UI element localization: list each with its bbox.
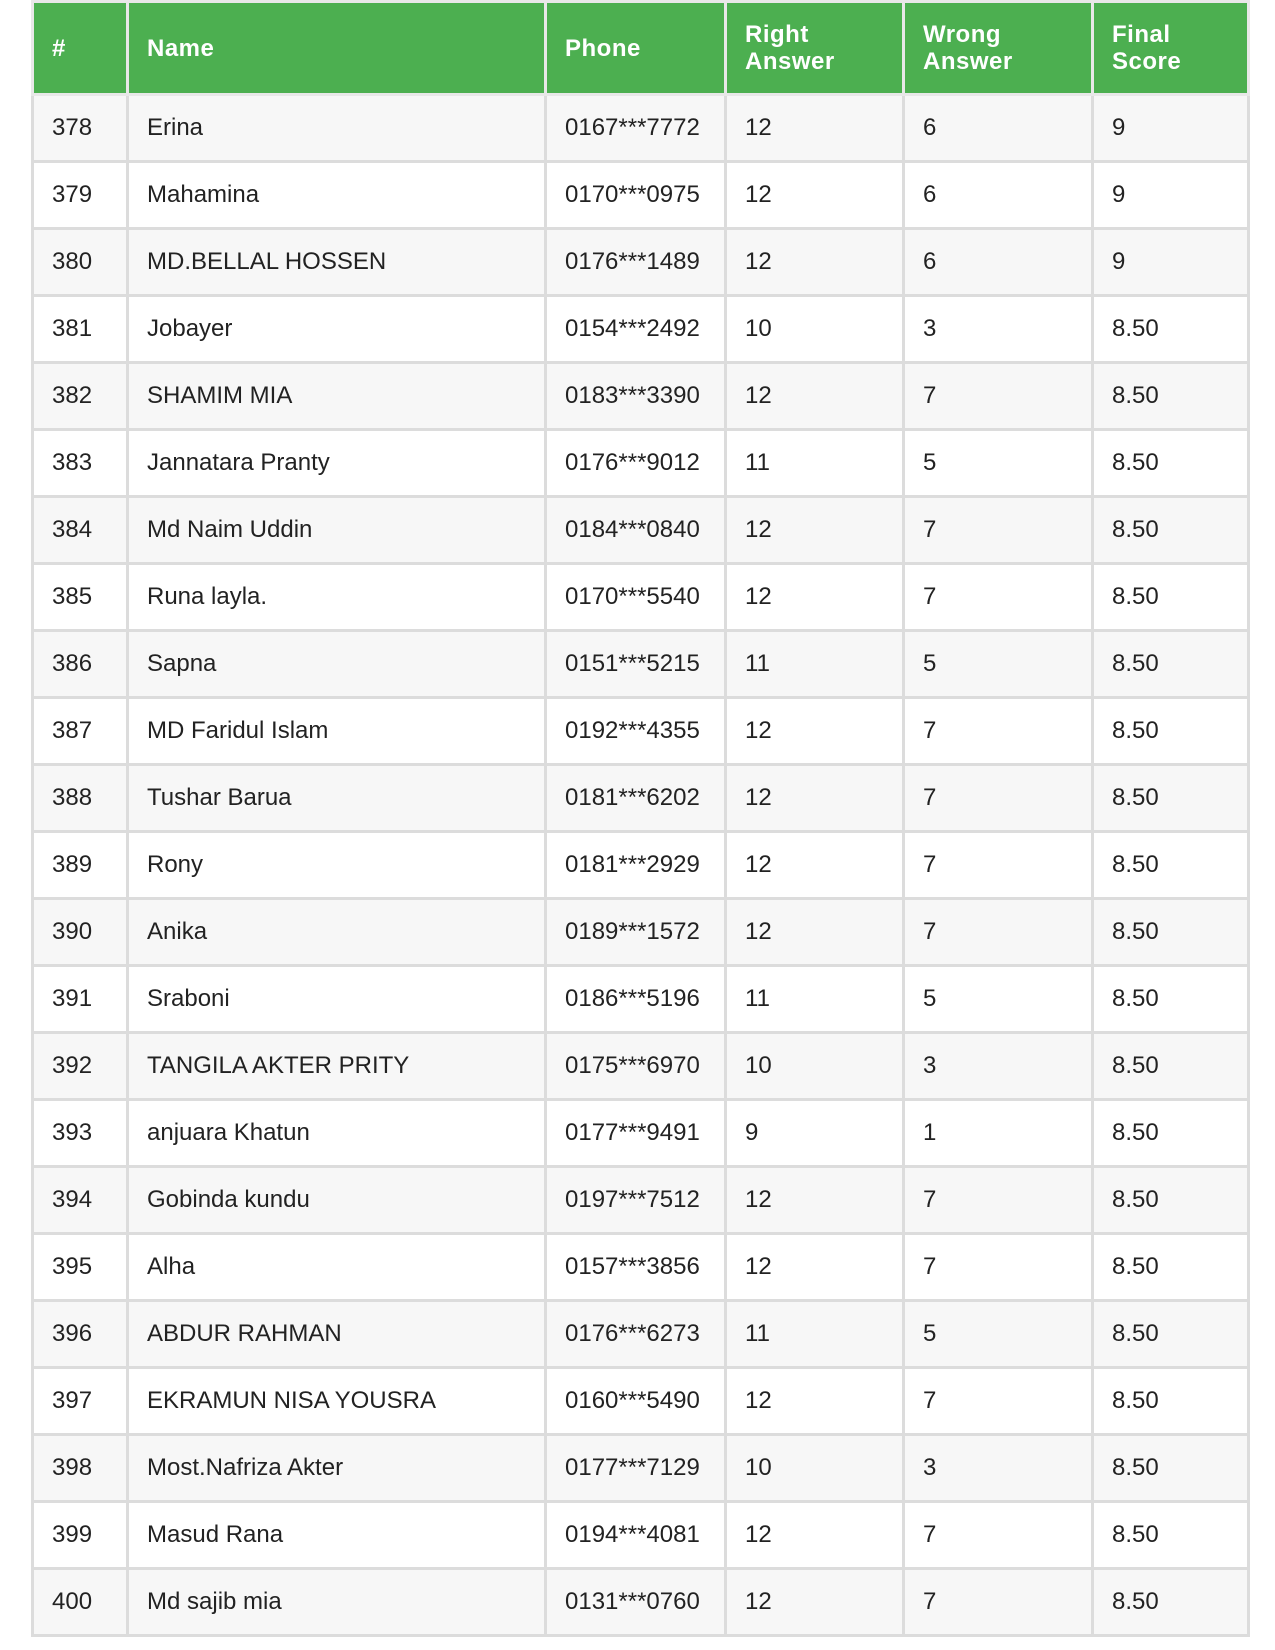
table-row [33,1234,1249,1301]
cell-number: 397 [33,1368,128,1435]
cell-wrong-answer: 7 [904,698,1093,765]
cell-phone: 0154***2492 [546,296,726,363]
cell-number: 392 [33,1033,128,1100]
cell-final-score: 8.50 [1093,1100,1249,1167]
table-row [33,1569,1249,1636]
cell-name: EKRAMUN NISA YOUSRA [128,1368,546,1435]
cell-number: 386 [33,631,128,698]
table-row [33,363,1249,430]
table-row [33,1435,1249,1502]
cell-right-answer: 11 [726,966,904,1033]
table-row [33,95,1249,162]
cell-phone: 0176***9012 [546,430,726,497]
cell-phone: 0177***7129 [546,1435,726,1502]
cell-number: 396 [33,1301,128,1368]
cell-wrong-answer: 3 [904,1435,1093,1502]
column-header-final-score: Final Score [1093,2,1249,95]
cell-right-answer: 12 [726,1368,904,1435]
cell-wrong-answer: 3 [904,1033,1093,1100]
cell-name: Alha [128,1234,546,1301]
cell-wrong-answer: 6 [904,162,1093,229]
cell-final-score: 8.50 [1093,296,1249,363]
cell-right-answer: 9 [726,1100,904,1167]
cell-name: Md sajib mia [128,1569,546,1636]
cell-right-answer: 12 [726,162,904,229]
table-row [33,966,1249,1033]
cell-phone: 0176***6273 [546,1301,726,1368]
table-row [33,564,1249,631]
table-body [33,95,1249,1636]
cell-final-score: 8.50 [1093,1301,1249,1368]
cell-number: 381 [33,296,128,363]
cell-wrong-answer: 3 [904,296,1093,363]
cell-right-answer: 12 [726,1234,904,1301]
cell-number: 380 [33,229,128,296]
cell-phone: 0170***0975 [546,162,726,229]
cell-number: 389 [33,832,128,899]
cell-wrong-answer: 7 [904,1368,1093,1435]
cell-right-answer: 10 [726,296,904,363]
cell-name: SHAMIM MIA [128,363,546,430]
cell-phone: 0192***4355 [546,698,726,765]
cell-wrong-answer: 5 [904,966,1093,1033]
cell-final-score: 8.50 [1093,966,1249,1033]
cell-name: Most.Nafriza Akter [128,1435,546,1502]
cell-right-answer: 12 [726,95,904,162]
cell-right-answer: 11 [726,1301,904,1368]
cell-right-answer: 12 [726,832,904,899]
cell-name: MD Faridul Islam [128,698,546,765]
cell-name: Sraboni [128,966,546,1033]
cell-phone: 0151***5215 [546,631,726,698]
cell-right-answer: 12 [726,1569,904,1636]
cell-final-score: 9 [1093,162,1249,229]
cell-final-score: 9 [1093,229,1249,296]
cell-wrong-answer: 7 [904,1167,1093,1234]
cell-name: Tushar Barua [128,765,546,832]
cell-phone: 0194***4081 [546,1502,726,1569]
cell-number: 391 [33,966,128,1033]
cell-name: Erina [128,95,546,162]
cell-final-score: 8.50 [1093,1167,1249,1234]
cell-name: Md Naim Uddin [128,497,546,564]
column-header-wrong-answer: Wrong Answer [904,2,1093,95]
cell-right-answer: 12 [726,899,904,966]
cell-phone: 0183***3390 [546,363,726,430]
cell-right-answer: 10 [726,1435,904,1502]
cell-final-score: 8.50 [1093,899,1249,966]
column-header-phone: Phone [546,2,726,95]
table-row [33,1033,1249,1100]
table-row [33,899,1249,966]
column-header-right-answer: Right Answer [726,2,904,95]
cell-phone: 0197***7512 [546,1167,726,1234]
cell-final-score: 8.50 [1093,497,1249,564]
table-row [33,1502,1249,1569]
cell-number: 399 [33,1502,128,1569]
cell-phone: 0175***6970 [546,1033,726,1100]
cell-wrong-answer: 7 [904,1569,1093,1636]
cell-number: 378 [33,95,128,162]
cell-final-score: 8.50 [1093,1033,1249,1100]
cell-number: 390 [33,899,128,966]
cell-wrong-answer: 5 [904,1301,1093,1368]
table-row [33,1368,1249,1435]
cell-final-score: 8.50 [1093,564,1249,631]
cell-name: MD.BELLAL HOSSEN [128,229,546,296]
cell-right-answer: 12 [726,1502,904,1569]
cell-final-score: 8.50 [1093,363,1249,430]
cell-wrong-answer: 7 [904,1234,1093,1301]
cell-wrong-answer: 7 [904,564,1093,631]
cell-phone: 0170***5540 [546,564,726,631]
cell-wrong-answer: 7 [904,832,1093,899]
cell-name: Masud Rana [128,1502,546,1569]
cell-phone: 0186***5196 [546,966,726,1033]
cell-phone: 0181***6202 [546,765,726,832]
cell-phone: 0167***7772 [546,95,726,162]
cell-name: Sapna [128,631,546,698]
cell-phone: 0177***9491 [546,1100,726,1167]
cell-name: Rony [128,832,546,899]
cell-wrong-answer: 5 [904,430,1093,497]
cell-number: 400 [33,1569,128,1636]
cell-number: 393 [33,1100,128,1167]
cell-name: Gobinda kundu [128,1167,546,1234]
column-header-number: # [33,2,128,95]
cell-number: 387 [33,698,128,765]
cell-phone: 0160***5490 [546,1368,726,1435]
cell-wrong-answer: 7 [904,899,1093,966]
cell-right-answer: 12 [726,765,904,832]
cell-name: Anika [128,899,546,966]
cell-final-score: 8.50 [1093,1435,1249,1502]
cell-wrong-answer: 1 [904,1100,1093,1167]
cell-name: ABDUR RAHMAN [128,1301,546,1368]
cell-name: anjuara Khatun [128,1100,546,1167]
cell-number: 388 [33,765,128,832]
cell-name: Runa layla. [128,564,546,631]
table-row [33,631,1249,698]
table-row [33,430,1249,497]
cell-final-score: 8.50 [1093,832,1249,899]
cell-number: 384 [33,497,128,564]
cell-final-score: 8.50 [1093,765,1249,832]
cell-number: 382 [33,363,128,430]
cell-right-answer: 12 [726,698,904,765]
cell-final-score: 8.50 [1093,698,1249,765]
cell-final-score: 8.50 [1093,631,1249,698]
cell-final-score: 8.50 [1093,1234,1249,1301]
cell-wrong-answer: 7 [904,497,1093,564]
cell-wrong-answer: 7 [904,1502,1093,1569]
cell-right-answer: 11 [726,430,904,497]
cell-wrong-answer: 6 [904,229,1093,296]
cell-right-answer: 12 [726,229,904,296]
cell-phone: 0176***1489 [546,229,726,296]
column-header-name: Name [128,2,546,95]
cell-phone: 0181***2929 [546,832,726,899]
cell-name: Jannatara Pranty [128,430,546,497]
table-row [33,296,1249,363]
table-row [33,162,1249,229]
table-row [33,832,1249,899]
cell-wrong-answer: 7 [904,765,1093,832]
cell-right-answer: 12 [726,363,904,430]
cell-final-score: 8.50 [1093,430,1249,497]
cell-right-answer: 12 [726,1167,904,1234]
cell-phone: 0157***3856 [546,1234,726,1301]
table-row [33,1167,1249,1234]
cell-name: Jobayer [128,296,546,363]
cell-phone: 0184***0840 [546,497,726,564]
cell-number: 395 [33,1234,128,1301]
cell-wrong-answer: 7 [904,363,1093,430]
results-table [31,0,1250,1637]
cell-final-score: 9 [1093,95,1249,162]
cell-number: 383 [33,430,128,497]
table-row [33,1301,1249,1368]
cell-final-score: 8.50 [1093,1502,1249,1569]
cell-right-answer: 11 [726,631,904,698]
cell-name: Mahamina [128,162,546,229]
cell-right-answer: 10 [726,1033,904,1100]
cell-final-score: 8.50 [1093,1569,1249,1636]
cell-number: 398 [33,1435,128,1502]
cell-right-answer: 12 [726,564,904,631]
table-row [33,497,1249,564]
cell-right-answer: 12 [726,497,904,564]
cell-name: TANGILA AKTER PRITY [128,1033,546,1100]
cell-phone: 0131***0760 [546,1569,726,1636]
cell-wrong-answer: 5 [904,631,1093,698]
header-row [33,2,1249,95]
cell-number: 379 [33,162,128,229]
table-row [33,765,1249,832]
cell-phone: 0189***1572 [546,899,726,966]
table-row [33,229,1249,296]
cell-wrong-answer: 6 [904,95,1093,162]
cell-number: 385 [33,564,128,631]
cell-number: 394 [33,1167,128,1234]
cell-final-score: 8.50 [1093,1368,1249,1435]
table-row [33,1100,1249,1167]
table-row [33,698,1249,765]
